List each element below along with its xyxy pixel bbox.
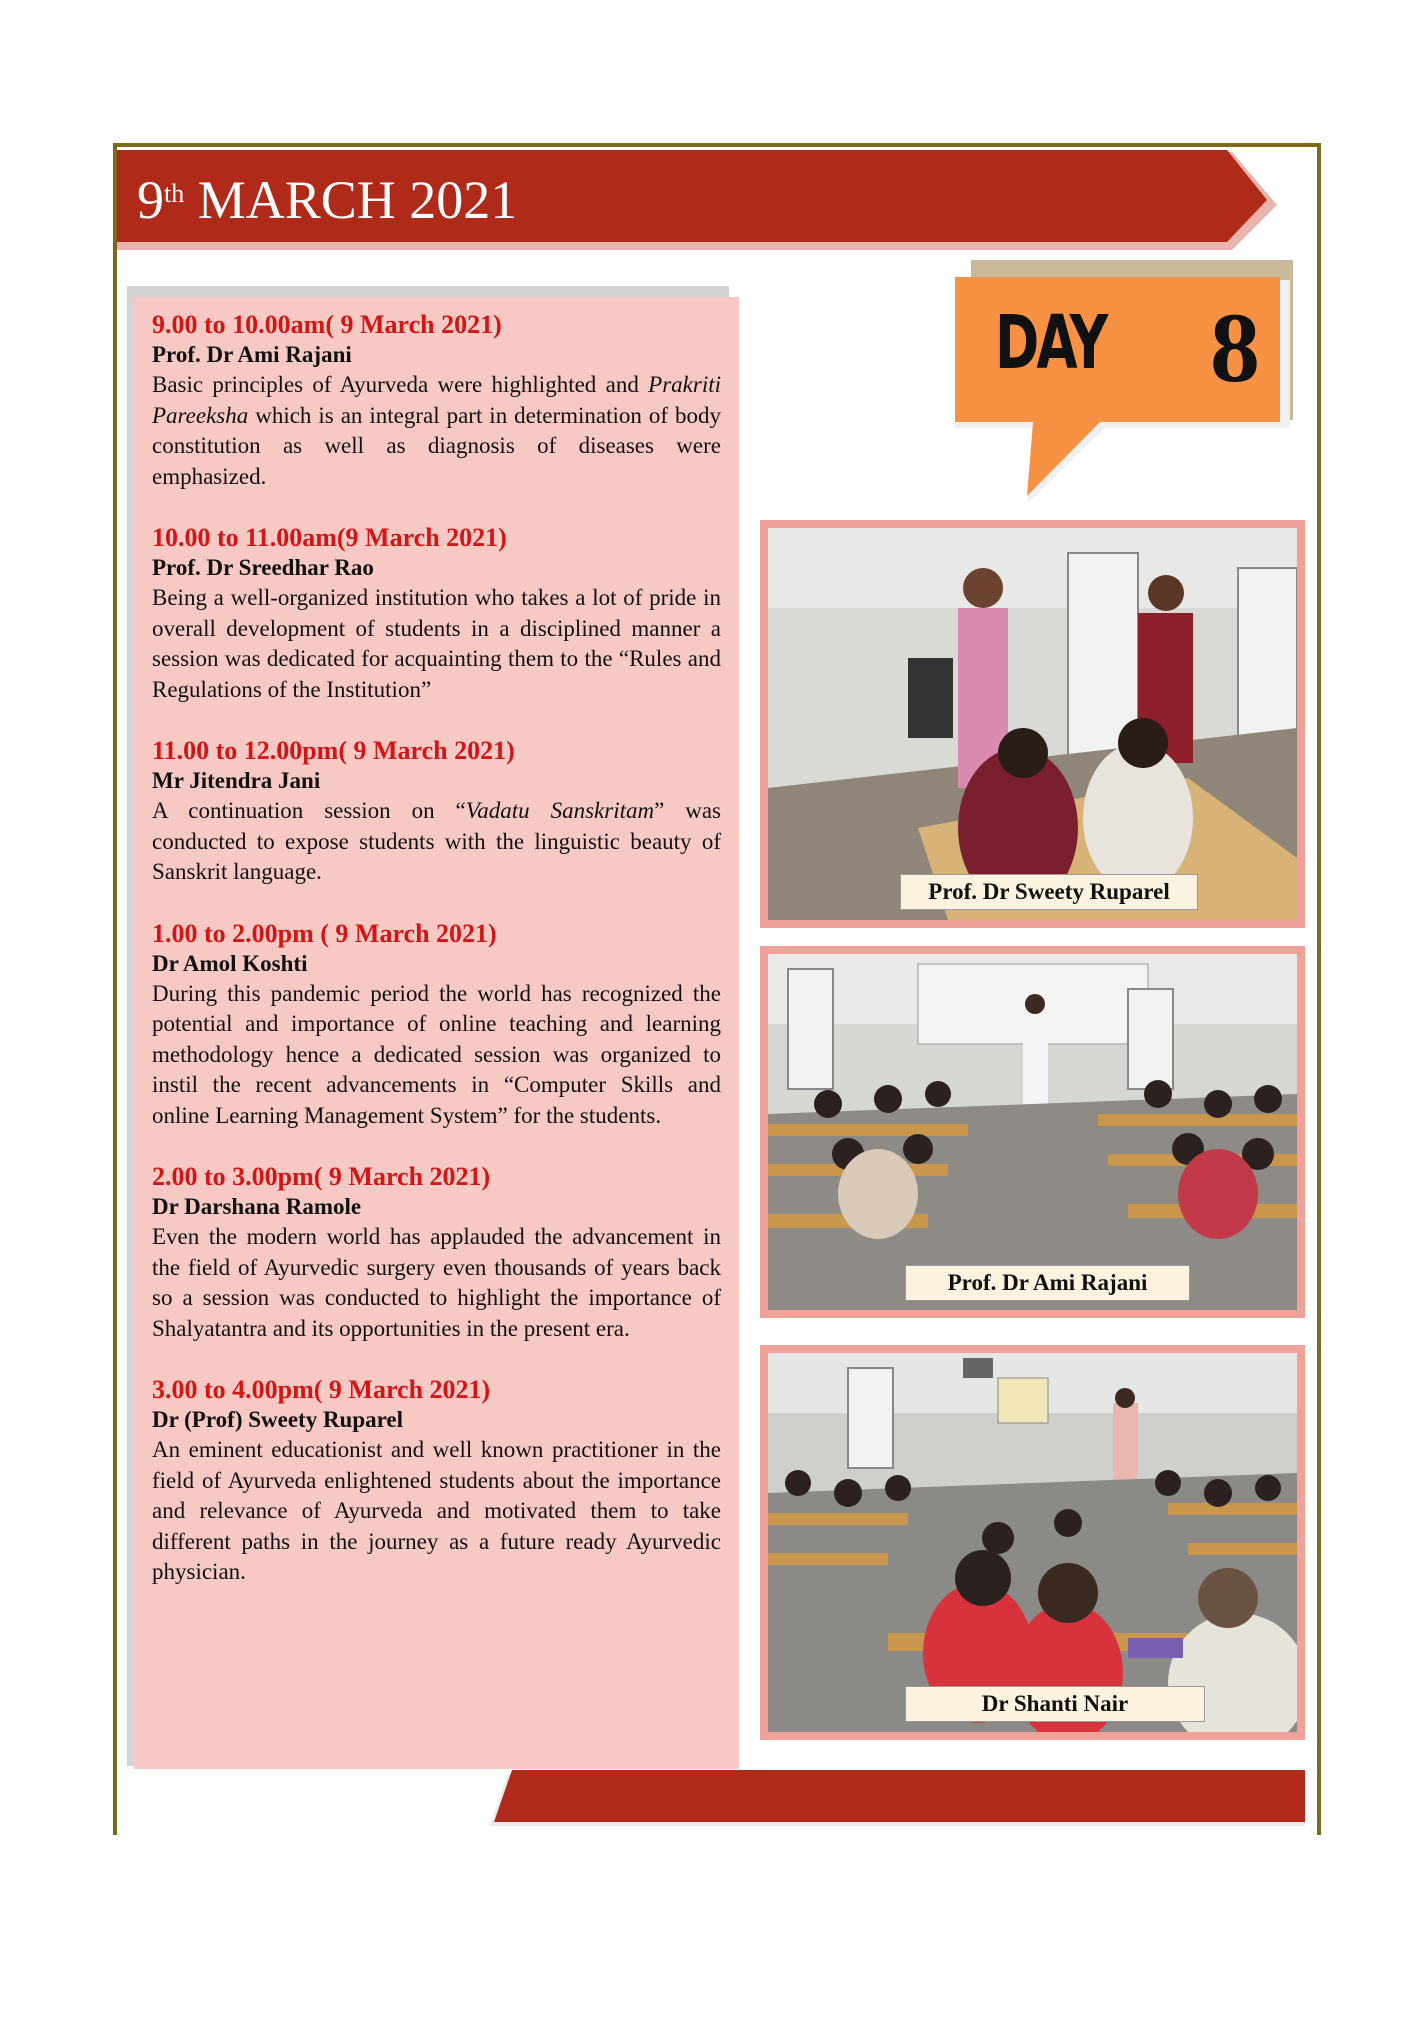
photo-caption: Prof. Dr Ami Rajani [905,1265,1190,1301]
frame-left-border [113,143,117,1835]
session-speaker: Mr Jitendra Jani [152,768,321,793]
classroom-photo-image [768,528,1297,920]
photo-caption: Dr Shanti Nair [905,1686,1205,1722]
page-title: 9th MARCH 2021 [137,170,518,230]
session-time: 3.00 to 4.00pm( 9 March 2021) [152,1375,491,1404]
session-description: An eminent educationist and well known practitioner in the field of Ayurveda enlightened students about the importance and relevance of Ayurveda and motivated them to take different paths in the journey as a future ready Ayurvedic physician. [152,1437,721,1584]
session-speaker: Dr Amol Koshti [152,950,308,976]
session-item [152,918,721,1132]
session-time: 9.00 to 10.00am( 9 March 2021) [152,310,502,339]
frame-top-border [113,143,1321,147]
session-item [152,522,721,705]
event-photo [760,946,1305,1318]
classroom-photo-image [768,954,1297,1310]
session-description: Basic principles of Ayurveda were highlighted and Prakriti Pareeksha which is an integral part in determination of body constitution as well as diagnosis of diseases were emphasized. [152,372,721,489]
session-speaker: Prof. Dr Ami Rajani [152,342,352,367]
session-description: A continuation session on “Vadatu Sanskritam” was conducted to expose students with the linguistic beauty of Sanskrit language. [152,798,722,884]
session-description: Even the modern world has applauded the advancement in the field of Ayurvedic surgery even thousands of years back so a session was conducted to highlight the importance of Shalyatantra and its opportunities in the present era. [152,1224,721,1341]
footer-bar [490,1770,1305,1826]
frame-right-border [1317,143,1321,1835]
session-item [152,1374,721,1588]
session-description: Being a well-organized institution who takes a lot of pride in overall development of students in a disciplined manner a session was dedicated for acquainting them to the “Rules and Regulations of the Institution” [152,585,721,702]
session-time: 10.00 to 11.00am(9 March 2021) [152,523,507,552]
photo-caption: Prof. Dr Sweety Ruparel [900,874,1198,910]
session-item [152,1161,721,1344]
session-item [152,309,721,492]
session-item [152,735,721,888]
day-label: DAY 8 [995,292,1260,403]
session-speaker: Dr (Prof) Sweety Ruparel [152,1407,404,1432]
session-time: 11.00 to 12.00pm( 9 March 2021) [152,736,515,765]
session-time: 1.00 to 2.00pm ( 9 March 2021) [152,918,497,948]
event-photo [760,1345,1305,1740]
day-badge [955,260,1295,510]
day-number: 8 [1210,292,1260,403]
date-banner [117,150,1277,250]
session-speaker: Prof. Dr Sreedhar Rao [152,555,374,580]
classroom-photo-image [768,1353,1297,1732]
session-time: 2.00 to 3.00pm( 9 March 2021) [152,1162,491,1191]
schedule-panel [134,297,739,1769]
event-photo [760,520,1305,928]
session-description: During this pandemic period the world has recognized the potential and importance of online teaching and learning methodology hence a dedicated session was organized to instil the recent advancements in “Computer Skills and online Learning Management System” for the students. [152,980,721,1128]
session-speaker: Dr Darshana Ramole [152,1194,362,1219]
